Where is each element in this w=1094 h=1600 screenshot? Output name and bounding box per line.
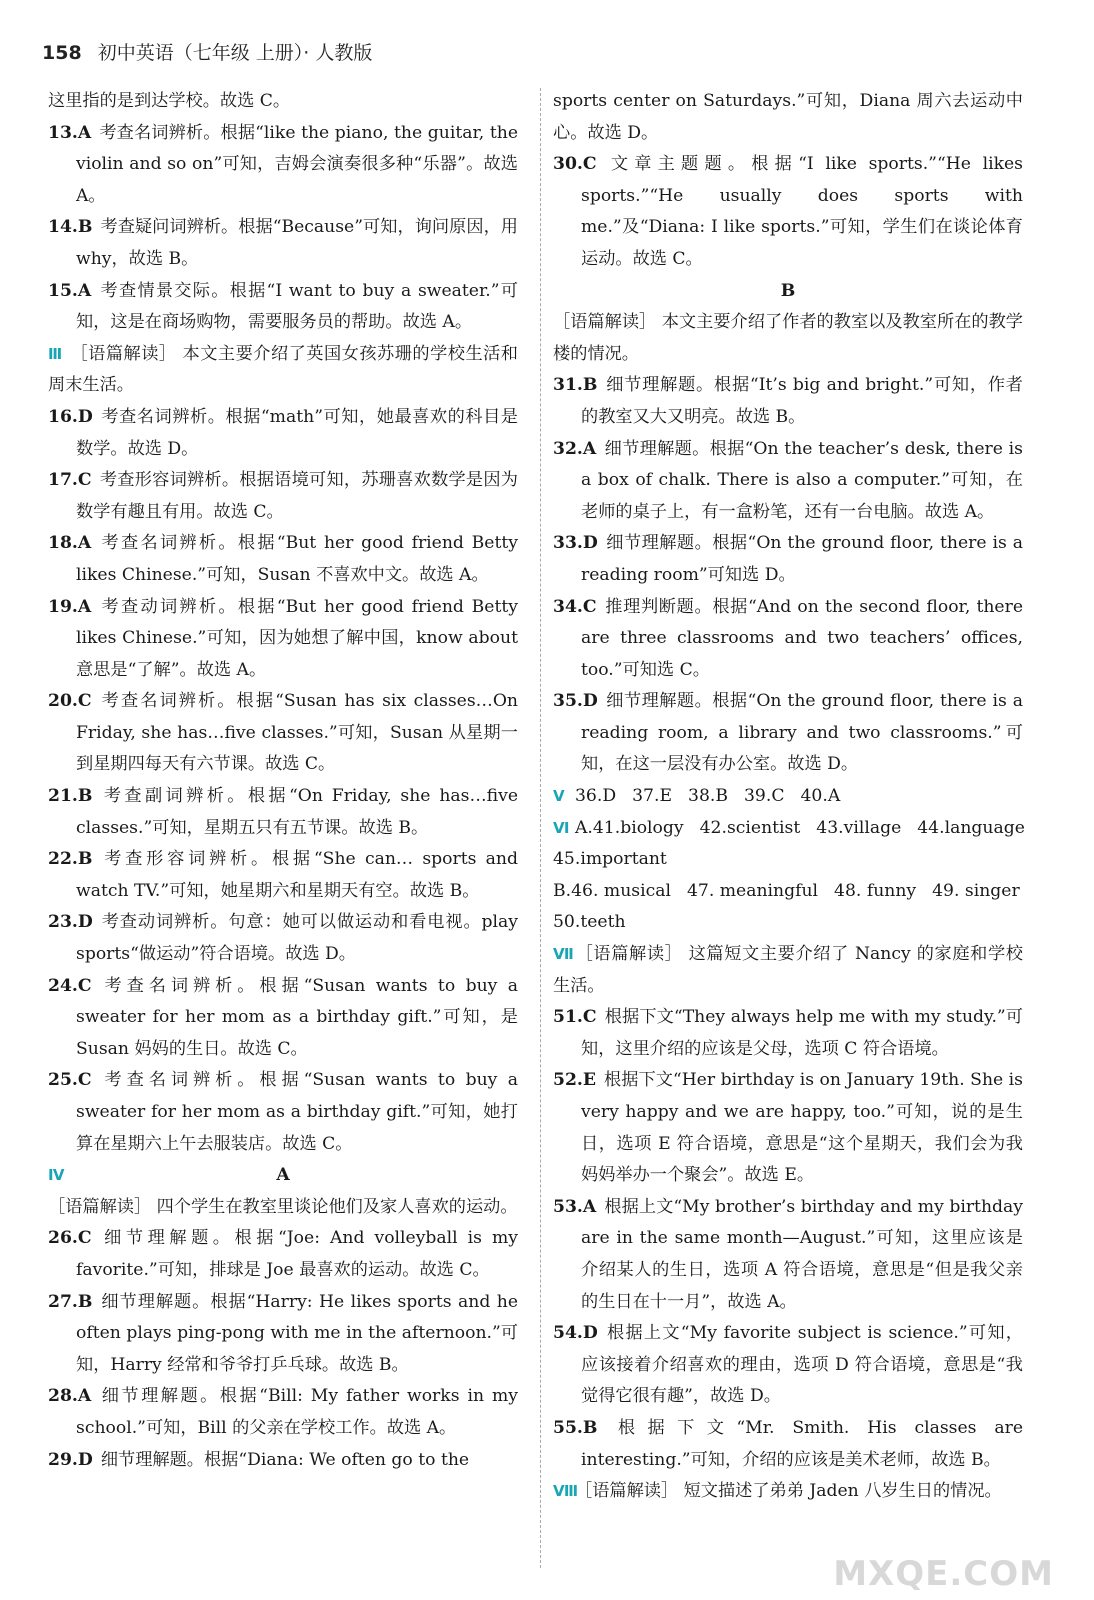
answer-entry [48, 686, 518, 781]
answer-number: 28.A [48, 1386, 92, 1407]
watermark: MXQE.COM [833, 1554, 1054, 1594]
answer-line [553, 813, 1023, 845]
section-marker: Ⅳ [48, 1166, 65, 1185]
section-marker: Ⅲ [48, 344, 63, 363]
answer-explanation: 考查形容词辨析。根据语境可知，苏珊喜欢数学是因为数学有趣且有用。故选 C。 [76, 470, 518, 522]
short-answer: 36.D [575, 786, 617, 807]
short-answer: 37.E [632, 786, 673, 807]
answer-explanation: 细节理解题。根据“It’s big and bright.”可知，作者的教室又大又明亮。故选 B。 [581, 375, 1023, 427]
answer-entry [48, 1065, 518, 1160]
answer-explanation: 根据上文“My favorite subject is science.”可知，应该接着介绍喜欢的理由，选项 D 符合语境，意思是“我觉得它很有趣”，故选 D。 [581, 1323, 1023, 1407]
part-heading [553, 276, 1023, 308]
short-answer: 39.C [743, 786, 785, 807]
short-answer: 48. funny [834, 880, 917, 901]
answer-entry [48, 592, 518, 687]
answer-explanation: 细节理解题。根据“Bill: My father works in my school.”可知，Bill 的父亲在学校工作。故选 A。 [76, 1386, 518, 1438]
answer-explanation: 根据下文“Her birthday is on January 19th. She is very happy and we are happy, too.”可知，说的是生日，选项 E 符合语境，意思是“这个星期天，我们会为我妈妈举办一个聚会”。故选 E。 [581, 1070, 1023, 1186]
answer-number: 30.C [553, 154, 597, 175]
answer-line [553, 907, 1023, 939]
answer-number: 35.D [553, 691, 598, 712]
answer-number: 17.C [48, 470, 92, 491]
answer-explanation: 考查情景交际。根据“I want to buy a sweater.”可知，这是在商场购物，需要服务员的帮助。故选 A。 [76, 280, 518, 333]
answer-entry [48, 1381, 518, 1444]
answer-explanation: 根据下文“They always help me with my study.”可知，这里介绍的应该是父母，选项 C 符合语境。 [581, 1007, 1023, 1059]
short-answer: A.41.biology [575, 817, 684, 838]
answer-entry [553, 370, 1023, 433]
answer-number: 23.D [48, 912, 93, 933]
answer-number: 20.C [48, 691, 92, 712]
short-answer: 49. singer [932, 880, 1020, 901]
book-title: 初中英语（七年级 上册）· 人教版 [97, 42, 373, 64]
part-label: A [276, 1165, 290, 1186]
answer-entry [48, 971, 518, 1066]
answer-number: 18.A [48, 533, 92, 554]
right-column [553, 86, 1023, 1508]
answer-number: 51.C [553, 1007, 597, 1028]
answer-number: 32.A [553, 438, 597, 459]
answer-number: 22.B [48, 849, 93, 870]
short-answer: 40.A [800, 786, 841, 807]
section-marker: Ⅴ [553, 787, 565, 806]
answer-number: 14.B [48, 217, 93, 238]
answer-line [553, 781, 1023, 813]
answer-explanation: 细节理解题。根据“On the ground floor, there is a reading room”可知选 D。 [581, 533, 1023, 585]
short-answer: B.46. musical [553, 880, 671, 901]
answer-number: 33.D [553, 533, 598, 554]
short-answer: 38.B [688, 786, 728, 807]
section-text: ［语篇解读］ 本文主要介绍了英国女孩苏珊的学校生活和周末生活。 [48, 343, 518, 396]
answer-explanation: 考查副词辨析。根据“On Friday, she has…five classes.”可知，星期五只有五节课。故选 B。 [76, 786, 518, 838]
answer-entry [48, 465, 518, 528]
answer-number: 27.B [48, 1291, 93, 1312]
answer-entry [48, 781, 518, 844]
answer-number: 21.B [48, 786, 93, 807]
answer-explanation: 细节理解题。根据“On the ground floor, there is a reading room, a library and two classrooms.”可知，在这一层没有办公室。故选 D。 [581, 691, 1023, 775]
answer-explanation: 考查名词辨析。根据“But her good friend Betty likes Chinese.”可知，Susan 不喜欢中文。故选 A。 [76, 533, 518, 585]
short-answer: 44.language [917, 817, 1025, 838]
answer-number: 55.B [553, 1417, 598, 1438]
answer-entry [48, 212, 518, 275]
answer-explanation: 考查名词辨析。根据“Susan has six classes…On Friday, she has…five classes.”可知，Susan 从星期一到星期四每天有六节课。故选 C。 [76, 691, 518, 775]
answer-explanation: 考查动词辨析。句意：她可以做运动和看电视。play sports“做运动”符合语境。故选 D。 [76, 912, 518, 965]
text-line: ［语篇解读］ 四个学生在教室里谈论他们及家人喜欢的运动。 [48, 1196, 518, 1217]
answer-number: 31.B [553, 375, 598, 396]
answer-entry [553, 1413, 1023, 1476]
answer-explanation: 考查形容词辨析。根据“She can… sports and watch TV.”可知，她星期六和星期天有空。故选 B。 [76, 849, 518, 901]
left-column [48, 86, 518, 1476]
answer-entry [553, 1002, 1023, 1065]
answer-entry [553, 686, 1023, 781]
text-line: sports center on Saturdays.”可知，Diana 周六去运动中心。故选 D。 [553, 91, 1023, 143]
answer-entry [553, 149, 1023, 275]
answer-explanation: 细节理解题。根据“Diana: We often go to the [100, 1449, 470, 1470]
answer-explanation: 推理判断题。根据“And on the second floor, there are three classrooms and two teachers’ offices, too.”可知选 C。 [581, 596, 1023, 680]
answer-explanation: 根据下文“Mr. Smith. His classes are interesting.”可知，介绍的应该是美术老师，故选 B。 [581, 1417, 1023, 1470]
answer-entry [553, 1065, 1023, 1191]
answer-entry [553, 592, 1023, 687]
page-header [42, 38, 372, 65]
section-marker: Ⅷ [553, 1482, 579, 1501]
answer-line [553, 876, 1023, 908]
answer-explanation: 根据上文“My brother’s birthday and my birthday are in the same month—August.”可知，这里应该是介绍某人的生日，选项 A 符合语境，意思是“但是我父亲的生日在十一月”，故选 A。 [581, 1196, 1023, 1312]
answer-number: 19.A [48, 596, 92, 617]
text-line: 这里指的是到达学校。故选 C。 [48, 91, 291, 111]
answer-number: 52.E [553, 1070, 597, 1091]
answer-entry [553, 1318, 1023, 1413]
part-heading [48, 1160, 518, 1192]
short-answer: 43.village [816, 817, 902, 838]
answer-entry [48, 844, 518, 907]
section-intro [553, 939, 1023, 1002]
section-text: ［语篇解读］ 短文描述了弟弟 Jaden 八岁生日的情况。 [575, 1481, 1002, 1502]
answer-number: 53.A [553, 1196, 597, 1217]
answer-number: 13.A [48, 122, 92, 143]
short-answer: 50.teeth [553, 912, 626, 933]
answer-entry [48, 276, 518, 339]
answer-number: 16.D [48, 406, 93, 427]
short-answer: 45.important [553, 849, 667, 870]
page-number: 158 [42, 42, 82, 64]
short-answer: 42.scientist [699, 817, 801, 838]
answer-number: 25.C [48, 1070, 92, 1091]
text-line: ［语篇解读］ 本文主要介绍了作者的教室以及教室所在的教学楼的情况。 [553, 312, 1023, 364]
section-marker: Ⅶ [553, 945, 574, 964]
answer-explanation: 考查名词辨析。根据“Susan wants to buy a sweater for her mom as a birthday gift.”可知，是 Susan 妈妈的生日。故选 C。 [76, 975, 518, 1059]
column-divider [540, 88, 541, 1568]
section-text: ［语篇解读］ 这篇短文主要介绍了 Nancy 的家庭和学校生活。 [553, 944, 1023, 996]
answer-entry [48, 118, 518, 213]
answer-explanation: 细节理解题。根据“On the teacher’s desk, there is a box of chalk. There is also a computer.”可知，在老师的桌子上，有一盒粉笔，还有一台电脑。故选 A。 [581, 438, 1023, 522]
answer-explanation: 考查疑问词辨析。根据“Because”可知，询问原因，用 why，故选 B。 [76, 217, 518, 269]
answer-entry [553, 528, 1023, 591]
answer-entry [48, 1287, 518, 1382]
answer-entry [48, 1223, 518, 1286]
answer-entry [48, 402, 518, 465]
answer-entry [553, 1192, 1023, 1318]
answer-number: 29.D [48, 1449, 93, 1470]
answer-explanation: 考查动词辨析。根据“But her good friend Betty likes Chinese.”可知，因为她想了解中国，know about 意思是“了解”。故选 A。 [76, 596, 518, 680]
section-marker: Ⅵ [553, 818, 570, 837]
section-intro [48, 339, 518, 402]
answer-entry [48, 907, 518, 970]
answer-explanation: 考查名词辨析。根据“like the piano, the guitar, the violin and so on”可知，吉姆会演奏很多种“乐器”。故选 A。 [76, 122, 518, 206]
section-intro [553, 1476, 1023, 1508]
answer-number: 34.C [553, 596, 597, 617]
answer-number: 24.C [48, 975, 92, 996]
part-label: B [780, 280, 796, 301]
answer-entry [48, 1445, 518, 1477]
answer-explanation: 细节理解题。根据“Harry: He likes sports and he often plays ping-pong with me in the afternoon.”可知，Harry 经常和爷爷打乒乓球。故选 B。 [76, 1291, 518, 1375]
short-answer: 47. meaningful [686, 880, 819, 901]
answer-explanation: 文章主题题。根据“I like sports.”“He likes sports.”“He usually does sports with me.”及“Diana: I like sports.”可知，学生们在谈论体育运动。故选 C。 [581, 154, 1023, 269]
answer-entry [48, 528, 518, 591]
answer-number: 54.D [553, 1323, 598, 1344]
answer-explanation: 细节理解题。根据“Joe: And volleyball is my favorite.”可知，排球是 Joe 最喜欢的运动。故选 C。 [76, 1228, 518, 1280]
answer-explanation: 考查名词辨析。根据“math”可知，她最喜欢的科目是数学。故选 D。 [76, 406, 518, 459]
answer-line [553, 844, 1023, 876]
answer-number: 15.A [48, 280, 92, 301]
answer-explanation: 考查名词辨析。根据“Susan wants to buy a sweater for her mom as a birthday gift.”可知，她打算在星期六上午去服装店。故选 C。 [76, 1070, 518, 1154]
answer-number: 26.C [48, 1228, 92, 1249]
answer-entry [553, 434, 1023, 529]
